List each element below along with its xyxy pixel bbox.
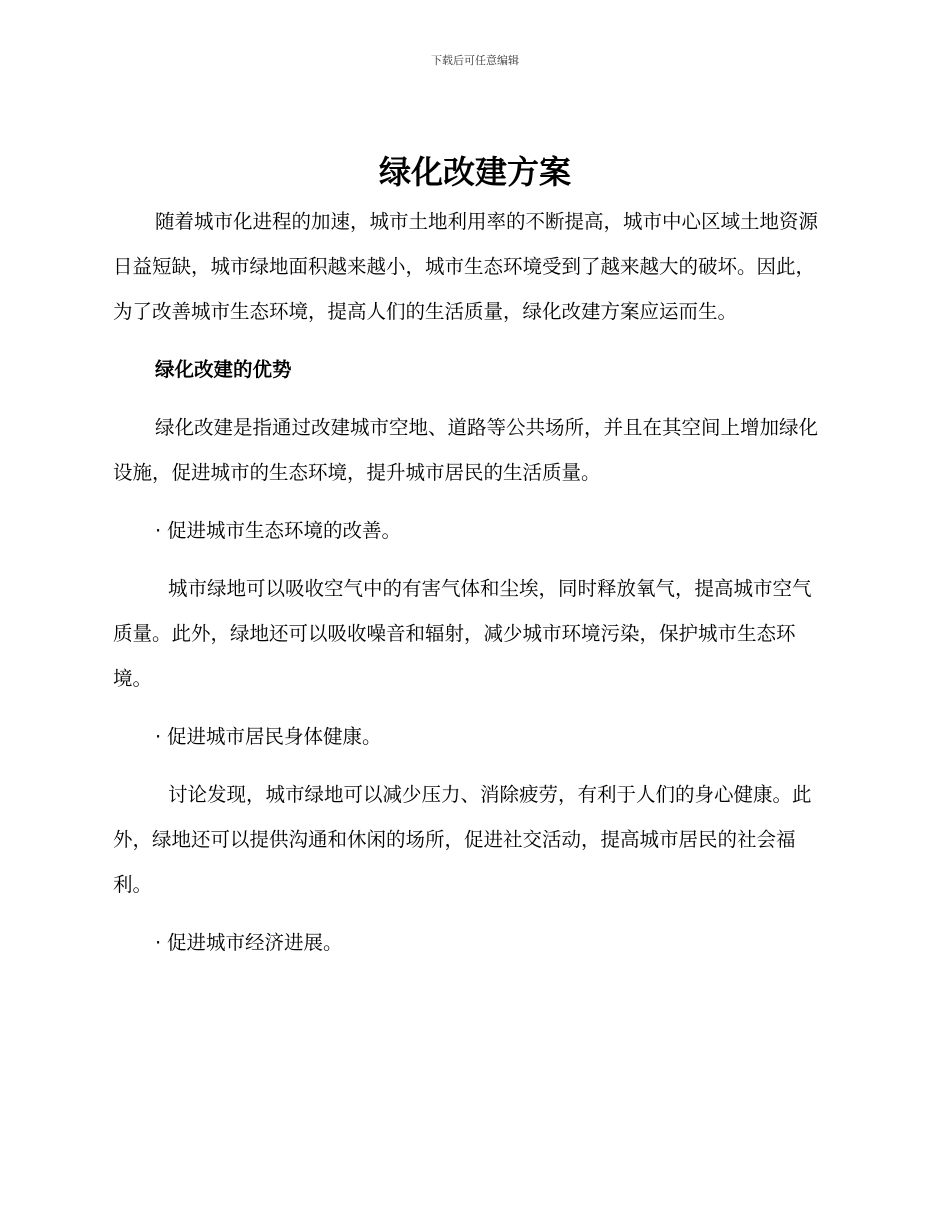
bullet-marker: · bbox=[155, 931, 162, 954]
document-title: 绿化改建方案 bbox=[378, 153, 571, 191]
bullet-item-label: 促进城市生态环境的改善。 bbox=[167, 519, 402, 542]
bullet-item-economy bbox=[113, 920, 829, 965]
document-body bbox=[113, 199, 829, 965]
bullet-item-health bbox=[113, 714, 829, 759]
body-paragraph-ecology: 城市绿地可以吸收空气中的有害气体和尘埃，同时释放氧气，提高城市空气质量。此外，绿地还可以吸收噪音和辐射，减少城市环境污染，保护城市生态环境。 bbox=[113, 577, 812, 690]
intro-paragraph: 随着城市化进程的加速，城市土地利用率的不断提高，城市中心区域土地资源日益短缺，城市绿地面积越来越小，城市生态环境受到了越来越大的破坏。因此，为了改善城市生态环境，提高人们的生活质量，绿化改建方案应运而生。 bbox=[113, 210, 819, 323]
header-note: 下载后可任意编辑 bbox=[431, 54, 519, 67]
bullet-item-ecology bbox=[113, 508, 829, 553]
body-paragraph-health: 讨论发现，城市绿地可以减少压力、消除疲劳，有利于人们的身心健康。此外，绿地还可以提供沟通和休闲的场所，促进社交活动，提高城市居民的社会福利。 bbox=[113, 783, 812, 896]
section-intro-paragraph: 绿化改建是指通过改建城市空地、道路等公共场所，并且在其空间上增加绿化设施，促进城市的生态环境，提升城市居民的生活质量。 bbox=[113, 416, 819, 484]
section-heading: 绿化改建的优势 bbox=[155, 358, 292, 381]
bullet-marker: · bbox=[155, 725, 162, 748]
bullet-item-label: 促进城市居民身体健康。 bbox=[167, 725, 382, 748]
bullet-marker: · bbox=[155, 519, 162, 542]
bullet-item-label: 促进城市经济进展。 bbox=[167, 931, 343, 954]
